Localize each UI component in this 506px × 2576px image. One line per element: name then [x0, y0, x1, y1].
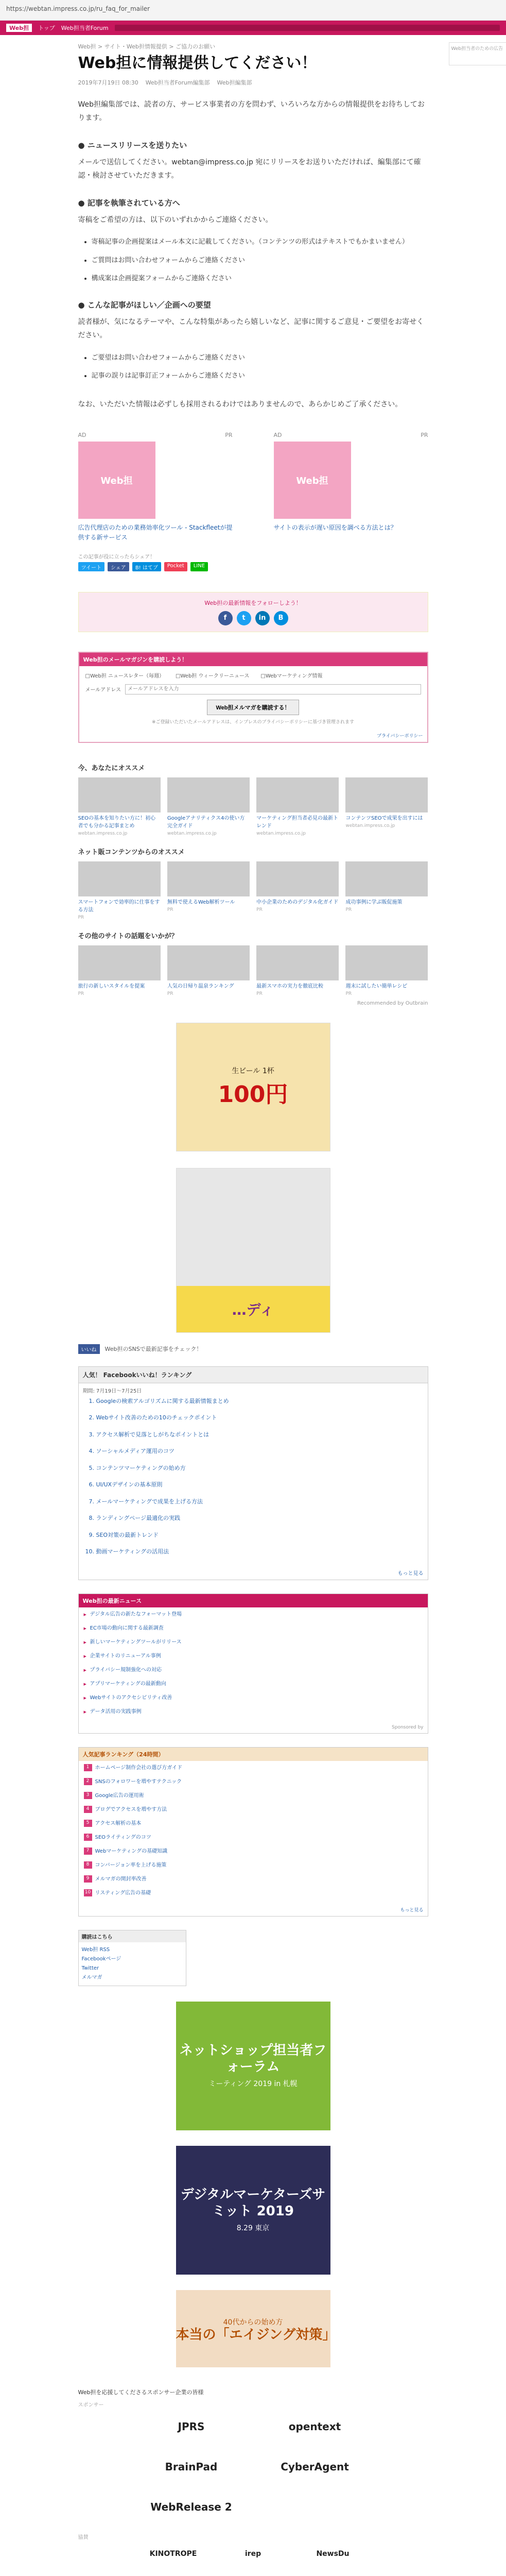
section-heading: ● 記事を執筆されている方へ: [78, 198, 180, 208]
facebook-ranking: [78, 1366, 428, 1580]
ad-image[interactable]: Web担: [78, 442, 155, 519]
event-banner[interactable]: [176, 2290, 336, 2367]
fb-ranking-item[interactable]: [96, 1447, 422, 1456]
recommend-source: webtan.impress.co.jp: [345, 823, 395, 828]
recommend-card[interactable]: [345, 777, 428, 836]
section-paragraph: 読者様が、気になるテーマや、こんな特集があったら嬉しいなど、記事に関するご意見・ご要望をお寄せください。: [78, 317, 424, 340]
ad-caption[interactable]: サイトの表示が遅い原因を調べる方法とは？: [273, 524, 397, 532]
news-title-link[interactable]: 企業サイトのリニューアル事例: [90, 1653, 161, 1659]
section-paragraph: 寄稿をご希望の方は、以下のいずれかからご連絡ください。: [78, 215, 273, 224]
section-bullets: [92, 352, 428, 382]
article-meta: [78, 78, 428, 87]
fb-ranking-item[interactable]: [96, 1531, 422, 1540]
gnav-bar: [115, 25, 500, 31]
ad-source: PR: [225, 432, 233, 439]
event-banner[interactable]: [176, 2002, 330, 2130]
article-outro: なお、いただいた情報は必ずしも採用されるわけではありませんので、あらかじめご了承ください。: [78, 400, 403, 409]
recommend-row: [78, 777, 428, 836]
newsletter-option[interactable]: □ Web担 ウィークリーニュース: [176, 671, 249, 679]
ad-cards: [78, 432, 428, 543]
news-item[interactable]: [84, 1638, 423, 1646]
news-item[interactable]: [84, 1624, 423, 1632]
fb-ranking-text[interactable]: Googleの検索アルゴリズムに関する最新情報まとめ: [96, 1397, 229, 1404]
bullet-item[interactable]: • 寄稿記事の企画提案はメール本文に記載してください。（コンテンツの形式はテキストでもかまいません）: [92, 236, 428, 248]
sns-line: [78, 1344, 428, 1354]
newsletter-title: Web担のメールマガジンを購読しよう！: [79, 653, 427, 666]
sponsor-logo[interactable]: irep: [245, 2549, 261, 2558]
fb-ranking-text[interactable]: コンテンツマーケティングの始め方: [96, 1464, 186, 1471]
recommend-thumb[interactable]: [256, 945, 339, 980]
news-title-link[interactable]: アプリマーケティングの最新動向: [90, 1681, 166, 1687]
fb-ranking-item[interactable]: [96, 1481, 422, 1489]
ranking-item[interactable]: [84, 1834, 423, 1841]
sponsor-logos-small: [140, 2544, 367, 2576]
bullet-item[interactable]: • 構成案は企画提案フォームからご連絡ください: [92, 273, 428, 284]
ranking-link[interactable]: メルマガの開封率改善: [95, 1876, 147, 1882]
fb-ranking-text[interactable]: アクセス解析で見落としがちなポイントとは: [96, 1431, 210, 1438]
news-title-link[interactable]: プライバシー規制強化への対応: [90, 1667, 162, 1673]
ad-caption[interactable]: 広告代理店のための業務効率化ツール - Stackfleetが提供する新サービス: [78, 524, 233, 541]
ranking-title: 人気記事ランキング（24時間）: [79, 1748, 428, 1761]
news-item[interactable]: [84, 1611, 423, 1618]
sponsor-logo[interactable]: [300, 2573, 367, 2576]
fb-ranking-more[interactable]: もっと見る: [397, 1570, 424, 1577]
bullet-item[interactable]: • ご要望はお問い合わせフォームからご連絡ください: [92, 352, 428, 364]
recommend-caption[interactable]: 旅行の新しいスタイルを提案: [78, 983, 145, 989]
facebook-icon[interactable]: f: [218, 611, 233, 625]
news-item[interactable]: [84, 1680, 423, 1688]
fb-ranking-item[interactable]: [96, 1431, 422, 1439]
newsletter-option[interactable]: □ Webマーケティング情報: [260, 671, 322, 679]
news-item[interactable]: [84, 1666, 423, 1674]
ad-card[interactable]: [274, 432, 428, 543]
recommend-card[interactable]: [256, 945, 339, 996]
ranking-link[interactable]: コンバージョン率を上げる施策: [95, 1862, 167, 1868]
fb-ranking-text[interactable]: SEO対策の最新トレンド: [96, 1531, 159, 1538]
recommend-caption[interactable]: スマートフォンで効率的に仕事をする方法: [78, 899, 160, 913]
ranking-item[interactable]: [84, 1764, 423, 1772]
recommend-source: PR: [167, 991, 173, 996]
event-banner[interactable]: [176, 2146, 330, 2275]
site-logo[interactable]: Web担: [6, 24, 32, 32]
sponsor-label: スポンサー: [78, 2402, 104, 2408]
news-title-link[interactable]: 新しいマーケティングツールがリリース: [90, 1639, 182, 1645]
fb-ranking-item[interactable]: [96, 1514, 422, 1523]
recommend-card[interactable]: [167, 777, 250, 836]
twitter-icon[interactable]: t: [237, 611, 251, 625]
recommend-source: webtan.impress.co.jp: [256, 831, 306, 836]
sponsor-logo[interactable]: KINOTROPE: [149, 2549, 197, 2558]
recommend-thumb[interactable]: [345, 861, 428, 896]
breadcrumb[interactable]: Web担 > サイト・Web担情報提供 > ご協力のお願い: [78, 43, 216, 50]
email-field[interactable]: [125, 684, 421, 694]
ranking-link[interactable]: リスティング広告の基礎: [95, 1890, 151, 1896]
ranking-item[interactable]: [84, 1820, 423, 1827]
ranking-number: 5: [84, 1820, 92, 1827]
recommend-thumb[interactable]: [345, 777, 428, 812]
ranking-link[interactable]: ホームページ制作会社の選び方ガイド: [95, 1765, 182, 1771]
recommend-caption[interactable]: Googleアナリティクス4の使い方完全ガイド: [167, 815, 245, 829]
section-bullets: [92, 236, 428, 284]
recommend-card[interactable]: [167, 861, 250, 920]
recommend-thumb[interactable]: [256, 777, 339, 812]
banner-sub: ミーティング 2019 in 札幌: [208, 2079, 298, 2088]
sponsor-logo[interactable]: [140, 2573, 207, 2576]
ranking-number: 7: [84, 1848, 92, 1855]
subscribe-item[interactable]: メルマガ: [81, 1974, 102, 1980]
article-sections: [78, 140, 428, 382]
sponsor-logos: [140, 2411, 367, 2522]
gnav-item-top[interactable]: トップ: [38, 25, 55, 31]
banner-sub: 8.29 東京: [236, 2224, 270, 2232]
ranking-number: 1: [84, 1764, 92, 1771]
newsletter-box: [78, 652, 428, 743]
recommend-thumb[interactable]: [78, 861, 161, 896]
gnav-item-forum[interactable]: Web担当者Forum: [61, 25, 109, 31]
banner-sub: 40代からの始め方: [223, 2318, 283, 2327]
news-title-link[interactable]: データ活用の実践事例: [90, 1708, 142, 1715]
sponsor-logo[interactable]: JPRS: [178, 2420, 205, 2433]
ranking-number: 8: [84, 1861, 92, 1869]
ranking-item[interactable]: [84, 1875, 423, 1883]
url-text: https://webtan.impress.co.jp/ru_faq_for_mailer: [6, 5, 150, 12]
ranking-link[interactable]: SNSのフォロワーを増やすテクニック: [95, 1778, 182, 1785]
recommend-caption[interactable]: マーケティング担当者必見の最新トレンド: [256, 815, 338, 829]
banner-title: ネットショップ担当者フォーラム: [179, 2043, 327, 2075]
fb-ranking-item[interactable]: [96, 1548, 422, 1556]
recommend-caption[interactable]: 人気の日帰り温泉ランキング: [167, 983, 234, 989]
recommend-row: [78, 945, 428, 996]
ranking-more[interactable]: もっと見る: [400, 1907, 424, 1913]
subscribe-item[interactable]: Facebookページ: [81, 1956, 121, 1962]
recommend-card[interactable]: [78, 777, 161, 836]
bullet-item[interactable]: • ご質問はお問い合わせフォームからご連絡ください: [92, 255, 428, 266]
sponsor-logo[interactable]: [220, 2573, 287, 2576]
ad-image[interactable]: Web担: [274, 442, 351, 519]
subscribe-title: 購読はこちら: [79, 1930, 186, 1942]
recommend-card[interactable]: [78, 945, 161, 996]
recommend-source: PR: [345, 991, 352, 996]
sponsor-label: 協賛: [78, 2534, 89, 2540]
recommend-source: PR: [256, 991, 263, 996]
ranking-number: 9: [84, 1875, 92, 1883]
share-line: この記事が役に立ったらシェア！: [78, 554, 155, 560]
ranking-item[interactable]: [84, 1792, 423, 1800]
section-paragraph: メールで送信してください。webtan@impress.co.jp 宛にリリースをお送りいただければ、編集部にて確認・検討させていただきます。: [78, 158, 421, 180]
linkedin-icon[interactable]: in: [255, 611, 270, 625]
beer-ad[interactable]: [78, 1023, 428, 1151]
fb-ranking-text[interactable]: メールマーケティングで成果を上げる方法: [96, 1498, 203, 1505]
ad-label: AD: [78, 432, 86, 439]
ranking-link[interactable]: Google広告の運用術: [95, 1792, 144, 1799]
ranking-item[interactable]: [84, 1778, 423, 1786]
recommend-source: PR: [78, 991, 84, 996]
news-title-link[interactable]: Webサイトのアクセシビリティ改善: [90, 1694, 172, 1701]
sponsor-logo[interactable]: WebRelease 2: [150, 2500, 232, 2513]
article-intro: Web担編集部では、読者の方、サービス事業者の方を問わず、いろいろな方からの情報提供をお待ちしております。: [78, 100, 425, 123]
recommend-heading: その他のサイトの話題をいかが？: [78, 932, 178, 940]
url-bar[interactable]: [0, 0, 506, 21]
ranking-link[interactable]: Webマーケティングの基礎知識: [95, 1848, 168, 1854]
main-column: [78, 35, 503, 2576]
banner-title: デジタルマーケターズサミット 2019: [180, 2187, 326, 2219]
fb-ranking-text[interactable]: ランディングページ最適化の実践: [96, 1515, 181, 1522]
facebook-share-button[interactable]: シェア: [108, 562, 129, 571]
recommend-card[interactable]: [256, 861, 339, 920]
follow-title: Web担の最新情報をフォローしよう！: [204, 599, 302, 606]
recommend-source: PR: [167, 907, 173, 912]
recommend-thumb[interactable]: [78, 777, 161, 812]
subscribe-item[interactable]: Twitter: [81, 1965, 99, 1971]
share-buttons: [78, 562, 428, 571]
ranking-number: 10: [84, 1889, 92, 1896]
recommend-card[interactable]: [256, 777, 339, 836]
ranking-item[interactable]: [84, 1889, 423, 1897]
meta-category[interactable]: Web担編集部: [217, 79, 252, 86]
meta-date: 2019年7月19日 08:30: [78, 79, 138, 86]
news-title-link[interactable]: デジタル広告の新たなフォーマット登場: [90, 1611, 182, 1617]
meta-author[interactable]: Web担当者Forum編集部: [145, 79, 210, 86]
hatena-button[interactable]: B! はてブ: [132, 562, 161, 571]
fb-ranking-item[interactable]: [96, 1397, 422, 1406]
recommend-caption[interactable]: 中小企業のためのデジタル化ガイド: [256, 899, 339, 905]
beer-ad-price: 100円: [218, 1081, 288, 1108]
like-button[interactable]: いいね: [78, 1344, 100, 1354]
fb-ranking-item[interactable]: [96, 1464, 422, 1473]
recommend-thumb[interactable]: [167, 945, 250, 980]
news-item[interactable]: [84, 1694, 423, 1702]
ad-source: PR: [421, 432, 428, 439]
ranking-item[interactable]: [84, 1806, 423, 1814]
recommend-thumb[interactable]: [167, 861, 250, 896]
hatena-icon[interactable]: B: [274, 611, 288, 625]
recommend-caption[interactable]: 最新スマホの実力を徹底比較: [256, 983, 323, 989]
fb-ranking-title: 人気！ Facebookいいね！ランキング: [79, 1367, 428, 1383]
sponsor-logo[interactable]: BrainPad: [165, 2460, 218, 2473]
ranking-item[interactable]: [84, 1848, 423, 1855]
tweet-button[interactable]: ツイート: [78, 562, 105, 571]
fb-ranking-text[interactable]: ソーシャルメディア運用のコツ: [96, 1448, 175, 1455]
follow-box: [78, 592, 428, 632]
news-title-link[interactable]: EC市場の動向に関する最新調査: [90, 1625, 164, 1631]
recommend-heading: 今、あなたにオススメ: [78, 764, 145, 772]
ranking-box: [78, 1747, 428, 1917]
recommend-source: PR: [256, 907, 263, 912]
recommend-card[interactable]: [345, 861, 428, 920]
fb-ranking-item[interactable]: [96, 1414, 422, 1422]
recommend-source: webtan.impress.co.jp: [78, 831, 128, 836]
recommend-thumb[interactable]: [167, 777, 250, 812]
ranking-number: 6: [84, 1834, 92, 1841]
recommend-heading: ネット販コンテンツからのオススメ: [78, 848, 185, 856]
beer-ad-sub: 生ビール 1杯: [232, 1066, 274, 1075]
recommend-caption[interactable]: 週末に試したい簡単レシピ: [345, 983, 408, 989]
privacy-link[interactable]: プライバシーポリシー: [376, 733, 423, 739]
recommend-caption[interactable]: SEOの基本を知りたい方に！初心者でも分かる記事まとめ: [78, 815, 156, 829]
sns-text: Web担のSNSで最新記事をチェック！: [104, 1346, 202, 1353]
news-title: Web担の最新ニュース: [79, 1594, 428, 1607]
sponsor-logo[interactable]: opentext: [288, 2420, 341, 2433]
sidebar-ad[interactable]: Web担当者のための広告: [449, 42, 506, 65]
news-item[interactable]: [84, 1652, 423, 1660]
outbrain-credit[interactable]: Recommended by Outbrain: [357, 1000, 428, 1006]
section-heading: ● こんな記事がほしい／企画への要望: [78, 300, 211, 310]
line-button[interactable]: LINE: [190, 562, 208, 571]
recommend-source: PR: [345, 907, 352, 912]
fb-ranking-note: 期間: 7月19日〜7月25日: [82, 1388, 142, 1394]
news-box: [78, 1594, 428, 1734]
recommend-source: PR: [78, 914, 84, 920]
global-nav: [0, 21, 506, 35]
email-label: メールアドレス: [85, 687, 121, 693]
ranking-link[interactable]: SEOライティングのコツ: [95, 1834, 151, 1840]
fb-ranking-text[interactable]: UI/UXデザインの基本原則: [96, 1481, 163, 1488]
newsletter-option[interactable]: □ Web担 ニュースレター（毎週）: [85, 671, 165, 679]
news-item[interactable]: [84, 1708, 423, 1716]
ranking-number: 4: [84, 1806, 92, 1813]
sponsor-logo[interactable]: CyberAgent: [281, 2460, 349, 2473]
ranking-link[interactable]: ブログでアクセスを増やす方法: [95, 1806, 167, 1812]
ranking-number: 2: [84, 1778, 92, 1785]
recommend-thumb[interactable]: [345, 945, 428, 980]
news-sponsor: Sponsored by: [392, 1724, 424, 1730]
recommend-card[interactable]: [345, 945, 428, 996]
recommend-row: [78, 861, 428, 920]
manga-ad-band: …ディ: [177, 1286, 330, 1332]
ranking-number: 3: [84, 1792, 92, 1799]
recommend-caption[interactable]: コンテンツSEOで成果を出すには: [345, 815, 423, 821]
section-heading: ● ニュースリリースを送りたい: [78, 140, 187, 150]
subscribe-button[interactable]: Web担メルマガを購読する！: [207, 700, 299, 715]
ranking-link[interactable]: アクセス解析の基本: [95, 1820, 142, 1826]
recommend-source: webtan.impress.co.jp: [167, 831, 217, 836]
banner-title: 本当の「エイジング対策」: [176, 2327, 336, 2343]
fb-ranking-text[interactable]: 動画マーケティングの活用法: [96, 1548, 169, 1555]
page-title: Web担に情報提供してください！: [78, 54, 317, 72]
ad-card[interactable]: [78, 432, 233, 543]
recommend-caption[interactable]: 無料で使えるWeb解析ツール: [167, 899, 235, 905]
pocket-button[interactable]: Pocket: [164, 562, 187, 571]
recommend-caption[interactable]: 成功事例に学ぶ販促施策: [345, 899, 403, 905]
recommend-thumb[interactable]: [78, 945, 161, 980]
sponsor-line[interactable]: Web担を応援してくださるスポンサー企業の皆様: [78, 2388, 204, 2396]
recommend-thumb[interactable]: [256, 861, 339, 896]
ranking-item[interactable]: [84, 1861, 423, 1869]
manga-ad[interactable]: [176, 1168, 330, 1333]
subscribe-box: [78, 1930, 186, 1986]
recommend-card[interactable]: [167, 945, 250, 996]
subscribe-item[interactable]: Web担 RSS: [81, 1946, 110, 1953]
sponsor-logo[interactable]: NewsDu: [316, 2549, 350, 2558]
newsletter-note: ※ご登録いただいたメールアドレスは、インプレスのプライバシーポリシーに基づき管理されます: [151, 719, 354, 725]
recommend-card[interactable]: [78, 861, 161, 920]
bullet-item[interactable]: • 記事の誤りは記事訂正フォームからご連絡ください: [92, 370, 428, 382]
fb-ranking-text[interactable]: Webサイト改善のための10のチェックポイント: [96, 1414, 217, 1421]
fb-ranking-item[interactable]: [96, 1498, 422, 1506]
ad-label: AD: [273, 432, 282, 439]
